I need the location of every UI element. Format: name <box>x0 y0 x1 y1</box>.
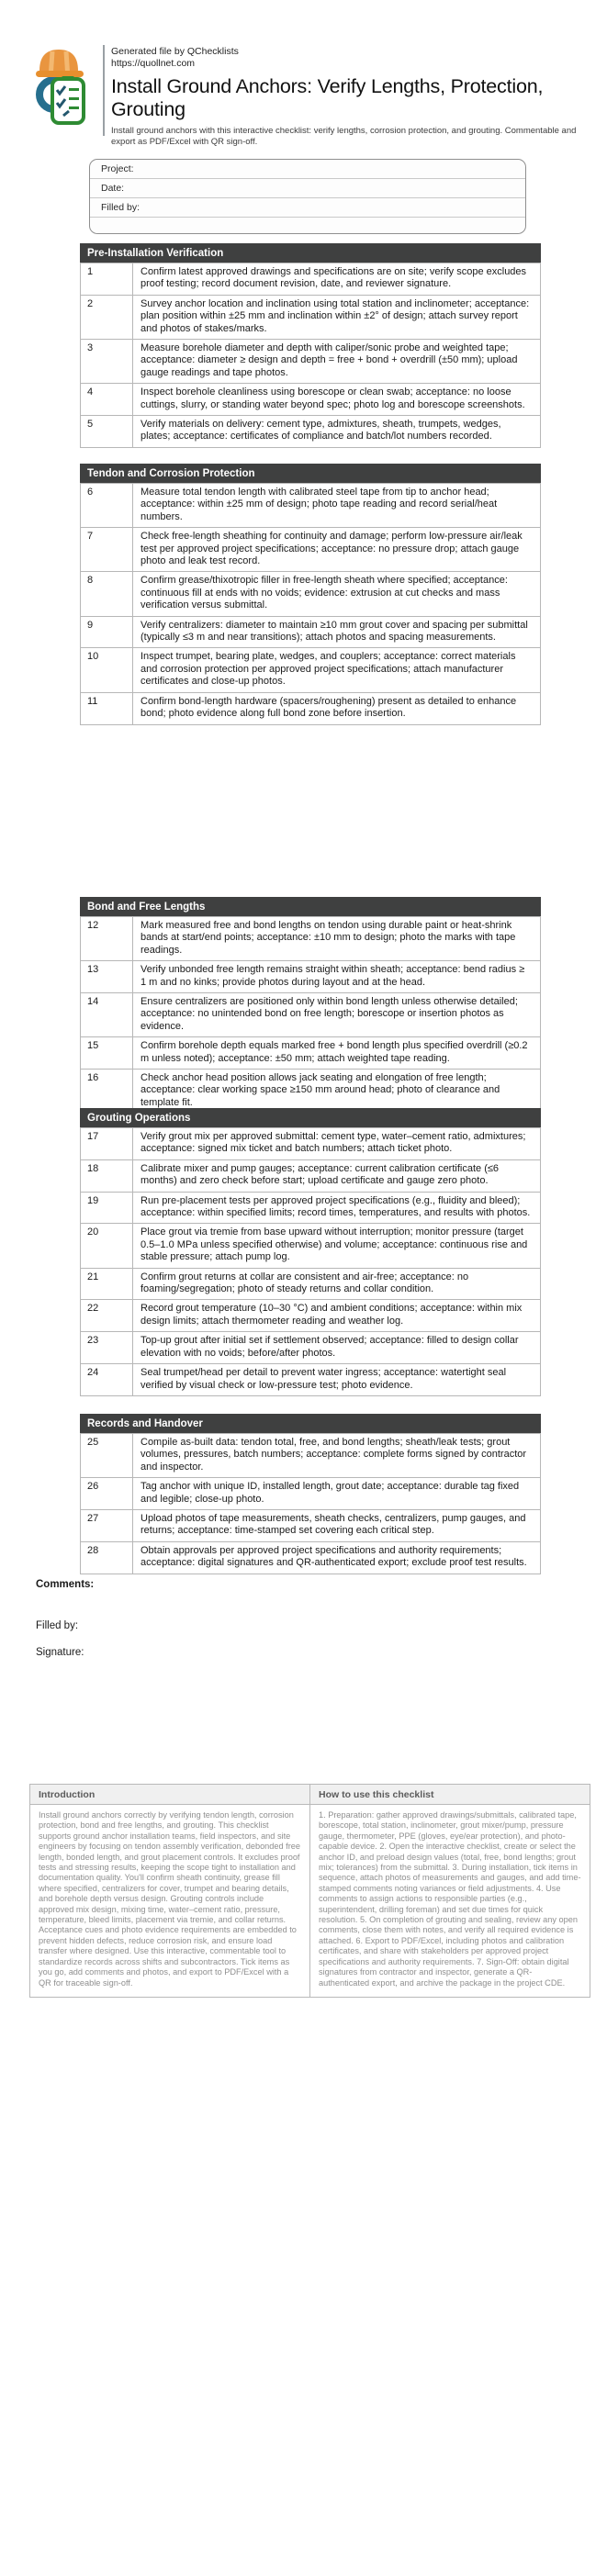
row-number: 19 <box>81 1192 133 1224</box>
checklist-row <box>81 1364 541 1396</box>
row-number: 16 <box>81 1070 133 1114</box>
generated-by-line: Generated file by QChecklists <box>111 46 239 57</box>
row-number: 6 <box>81 484 133 528</box>
signature-label: Signature: <box>36 1647 84 1658</box>
checklist-row <box>81 1332 541 1364</box>
checklist-table <box>80 1127 541 1396</box>
row-description: Confirm bond-length hardware (spacers/roughening) present as detailed to enhance bond; photo evidence along full bond zone before insertion. <box>133 692 541 724</box>
intro-header: Introduction <box>30 1785 310 1805</box>
section-pre-installation-verification <box>80 243 541 448</box>
checklist-table <box>80 1433 541 1574</box>
checklist-row <box>81 484 541 528</box>
checklist-table <box>80 483 541 725</box>
checklist-row <box>81 1159 541 1192</box>
section-tendon-corrosion-protection <box>80 464 541 725</box>
row-number: 22 <box>81 1300 133 1332</box>
checklist-row <box>81 1434 541 1478</box>
row-description: Verify materials on delivery: cement type, admixtures, sheath, trumpets, wedges, plates; acceptance: certificates of compliance and batch/lot numbers recorded. <box>133 416 541 448</box>
project-meta-box <box>89 159 526 234</box>
checklist-row <box>81 616 541 648</box>
checklist-row <box>81 648 541 692</box>
row-number: 9 <box>81 616 133 648</box>
row-description: Verify centralizers: diameter to maintain ≥10 mm grout cover and spacing per submittal (typically ≤3 m and near transitions); attach photos and spacing measurements. <box>133 616 541 648</box>
row-description: Check anchor head position allows jack seating and elongation of free length; acceptance: clear working space ≥150 mm around head; photo of clearance and template fit. <box>133 1070 541 1114</box>
row-description: Confirm grease/thixotropic filler in free-length sheath where specified; acceptance: continuous fill at ends with no voids; evidence: extrusion at cut checks and mass verification versus submittal. <box>133 572 541 616</box>
site-url: https://quollnet.com <box>111 58 196 69</box>
row-number: 28 <box>81 1541 133 1574</box>
section-title-bar: Bond and Free Lengths <box>80 897 541 916</box>
qchecklists-logo-icon <box>30 42 87 129</box>
footer-info-table <box>29 1784 590 1998</box>
checklist-row <box>81 1510 541 1542</box>
row-description: Compile as-built data: tendon total, free, and bond lengths; sheath/leak tests; grout volumes, pressures, batch numbers; acceptance: complete forms signed by contractor and inspector. <box>133 1434 541 1478</box>
checklist-row <box>81 692 541 724</box>
meta-label-project: Project: <box>101 163 134 174</box>
row-description: Inspect trumpet, bearing plate, wedges, and couplers; acceptance: correct materials and corrosion protection per approved project specifications; attach manufacturer certificates and close-up photos. <box>133 648 541 692</box>
row-number: 8 <box>81 572 133 616</box>
row-description: Tag anchor with unique ID, installed length, grout date; acceptance: durable tag fixed and legible; close-up photo. <box>133 1478 541 1510</box>
section-grouting-operations <box>80 1108 541 1396</box>
checklist-row <box>81 1224 541 1268</box>
meta-label-date: Date: <box>101 183 125 194</box>
row-description: Place grout via tremie from base upward without interruption; monitor pressure (target 0.5–1.0 MPa unless specified otherwise) and volume; acceptance: continuous rise and stable pressure; attach pump log. <box>133 1224 541 1268</box>
row-description: Confirm latest approved drawings and specifications are on site; verify scope excludes proof testing; record document revision, date, and reviewer signature. <box>133 263 541 296</box>
checklist-row <box>81 1541 541 1574</box>
row-description: Ensure centralizers are positioned only within bond length unless otherwise detailed; acceptance: no unintended bond on free length; borescope or insertion photos as evidence. <box>133 993 541 1037</box>
comments-label: Comments: <box>36 1579 95 1590</box>
row-description: Seal trumpet/head per detail to prevent water ingress; acceptance: watertight seal verified by visual check or low-pressure test; photo evidence. <box>133 1364 541 1396</box>
row-number: 13 <box>81 961 133 993</box>
meta-row-date <box>90 179 525 198</box>
checklist-row <box>81 384 541 416</box>
checklist-row <box>81 416 541 448</box>
row-number: 17 <box>81 1128 133 1160</box>
row-description: Measure total tendon length with calibrated steel tape from tip to anchor head; acceptance: within ±25 mm of design; photo tape reading and record serial/heat numbers. <box>133 484 541 528</box>
row-number: 27 <box>81 1510 133 1542</box>
row-description: Verify grout mix per approved submittal: cement type, water–cement ratio, admixtures; acceptance: signed mix ticket and batch numbers; attach ticket photo. <box>133 1128 541 1160</box>
row-number: 11 <box>81 692 133 724</box>
row-number: 21 <box>81 1268 133 1300</box>
row-description: Measure borehole diameter and depth with caliper/sonic probe and weighted tape; acceptance: diameter ≥ design and depth = free + bond + overdrill (±50 mm); upload gauge readings and tape photos. <box>133 340 541 384</box>
row-description: Top-up grout after initial set if settlement observed; acceptance: filled to design collar elevation with no voids; before/after photos. <box>133 1332 541 1364</box>
row-number: 26 <box>81 1478 133 1510</box>
intro-text: Install ground anchors correctly by verifying tendon length, corrosion protection, bond and free lengths, and grouting. This checklist supports ground anchor installation teams, field inspectors, and site engineers by focusing on tendon assembly verification, debonded free length, bonded length, and grout placement controls. It excludes proof tests and stressing results, keeping the scope tight to installation and documentation quality. You'll confirm sheath continuity, grease fill where specified, centralizers for cover, trumpet and bearing details, and borehole depth versus design. Grouting controls include approved mix design, mixing time, water–cement ratio, pressure, temperature, bleed limits, placement via tremie, and collar returns. Acceptance cues and photo evidence requirements are embedded to prevent hidden defects, reduce corrosion risk, and ensure load transfer where designed. Use this interactive, commentable tool to standardize records across shifts and subcontractors. Tick items as you go, add comments and photos, and export to PDF/Excel with a QR for traceable sign-off. <box>39 1810 300 1988</box>
checklist-row <box>81 993 541 1037</box>
row-number: 18 <box>81 1159 133 1192</box>
section-title-bar: Tendon and Corrosion Protection <box>80 464 541 483</box>
checklist-row <box>81 1192 541 1224</box>
row-number: 5 <box>81 416 133 448</box>
footer-body-row <box>30 1805 590 1998</box>
row-description: Confirm borehole depth equals marked free + bond length plus specified overdrill (≥0.2 m unless noted); acceptance: ±50 mm; attach weighted tape reading. <box>133 1037 541 1070</box>
checklist-row <box>81 1070 541 1114</box>
checklist-row <box>81 1037 541 1070</box>
row-description: Survey anchor location and inclination using total station and inclinometer; acceptance: plan position within ±25 mm and inclination within ±2° of design; attach survey report and photos of stakes/marks. <box>133 295 541 339</box>
section-bond-free-lengths <box>80 897 541 1114</box>
section-records-handover <box>80 1414 541 1574</box>
checklist-row <box>81 263 541 296</box>
meta-row-filled-by <box>90 198 525 218</box>
checklist-row <box>81 1300 541 1332</box>
row-number: 4 <box>81 384 133 416</box>
checklist-row <box>81 528 541 572</box>
howto-header: How to use this checklist <box>310 1785 590 1805</box>
checklist-row <box>81 340 541 384</box>
row-description: Mark measured free and bond lengths on tendon using durable paint or heat-shrink bands at start/end points; acceptance: ±10 mm to design; photo the marks with tape readings. <box>133 917 541 961</box>
checklist-row <box>81 1268 541 1300</box>
row-description: Record grout temperature (10–30 °C) and ambient conditions; acceptance: within mix design limits; attach thermometer reading and weather log. <box>133 1300 541 1332</box>
footer-header-row <box>30 1785 590 1805</box>
checklist-row <box>81 572 541 616</box>
page-subtitle: Install ground anchors with this interactive checklist: verify lengths, corrosion protection, and grouting. Commentable and export as PDF/Excel with QR sign-off. <box>111 126 577 147</box>
row-number: 3 <box>81 340 133 384</box>
checklist-table <box>80 263 541 448</box>
row-number: 20 <box>81 1224 133 1268</box>
checklist-table <box>80 916 541 1114</box>
row-number: 14 <box>81 993 133 1037</box>
row-description: Confirm grout returns at collar are consistent and air-free; acceptance: no foaming/segregation; photo of steady returns and collar condition. <box>133 1268 541 1300</box>
row-number: 24 <box>81 1364 133 1396</box>
filled-by-label: Filled by: <box>36 1620 79 1631</box>
meta-row-project <box>90 160 525 179</box>
row-number: 10 <box>81 648 133 692</box>
row-description: Verify unbonded free length remains straight within sheath; acceptance: bend radius ≥ 1 m and no kinks; provide photos during layout and at the head. <box>133 961 541 993</box>
row-number: 7 <box>81 528 133 572</box>
row-description: Obtain approvals per approved project specifications and authority requirements; acceptance: digital signatures and QR-authenticated export; exclude proof test results. <box>133 1541 541 1574</box>
checklist-row <box>81 1478 541 1510</box>
row-number: 2 <box>81 295 133 339</box>
row-number: 1 <box>81 263 133 296</box>
section-title-bar: Pre-Installation Verification <box>80 243 541 263</box>
checklist-row <box>81 961 541 993</box>
row-description: Run pre-placement tests per approved project specifications (e.g., fluidity and bleed); acceptance: within specified limits; record times, temperatures, and results with photos. <box>133 1192 541 1224</box>
header-text-block <box>111 46 595 148</box>
meta-row-empty <box>90 218 525 233</box>
section-title-bar: Records and Handover <box>80 1414 541 1433</box>
row-description: Inspect borehole cleanliness using borescope or clean swab; acceptance: no loose cuttings, slurry, or standing water beyond spec; photo log and borescope screenshots. <box>133 384 541 416</box>
row-number: 12 <box>81 917 133 961</box>
checklist-row <box>81 1128 541 1160</box>
row-number: 25 <box>81 1434 133 1478</box>
header-divider <box>103 45 105 136</box>
row-description: Upload photos of tape measurements, sheath checks, centralizers, pump gauges, and returns; acceptance: time-stamped set covering each critical step. <box>133 1510 541 1542</box>
row-number: 15 <box>81 1037 133 1070</box>
meta-label-filled-by: Filled by: <box>101 202 141 213</box>
checklist-row <box>81 917 541 961</box>
checklist-row <box>81 295 541 339</box>
row-number: 23 <box>81 1332 133 1364</box>
page-title: Install Ground Anchors: Verify Lengths, Protection, Grouting <box>111 75 544 120</box>
row-description: Check free-length sheathing for continuity and damage; perform low-pressure air/leak test per approved project specifications; acceptance: no pressure drop; attach gauge photo and leak test record. <box>133 528 541 572</box>
section-title-bar: Grouting Operations <box>80 1108 541 1127</box>
howto-text: 1. Preparation: gather approved drawings/submittals, calibrated tape, borescope, total station, inclinometer, grout mixer/pump, pressure gauge, thermometer, PPE (gloves, eye/ear protection), and photo-capable device. 2. Open the interactive checklist, create or select the anchor ID, and preload design values (total, free, bond lengths; grout mix; tolerances) from the submittal. 3. During installation, tick items in sequence, attach photos of measurements and gauges, and add time-stamped comments noting variances or field adjustments. 4. Use comments to assign actions to responsible parties (e.g., superintendent, drilling foreman) and set due times for quick resolution. 5. On completion of grouting and sealing, review any open comments, close them with notes, and verify all required evidence is attached. 6. Export to PDF/Excel, including photos and calibration certificates, and share with stakeholders per approved project specifications and authority requirements. 7. Sign-Off: obtain digital signatures from contractor and inspector, generate a QR-authenticated export, and archive the package in the project CDE. <box>310 1805 590 1998</box>
row-description: Calibrate mixer and pump gauges; acceptance: current calibration certificate (≤6 months) and zero check before start; upload certificate and gauge zero photo. <box>133 1159 541 1192</box>
